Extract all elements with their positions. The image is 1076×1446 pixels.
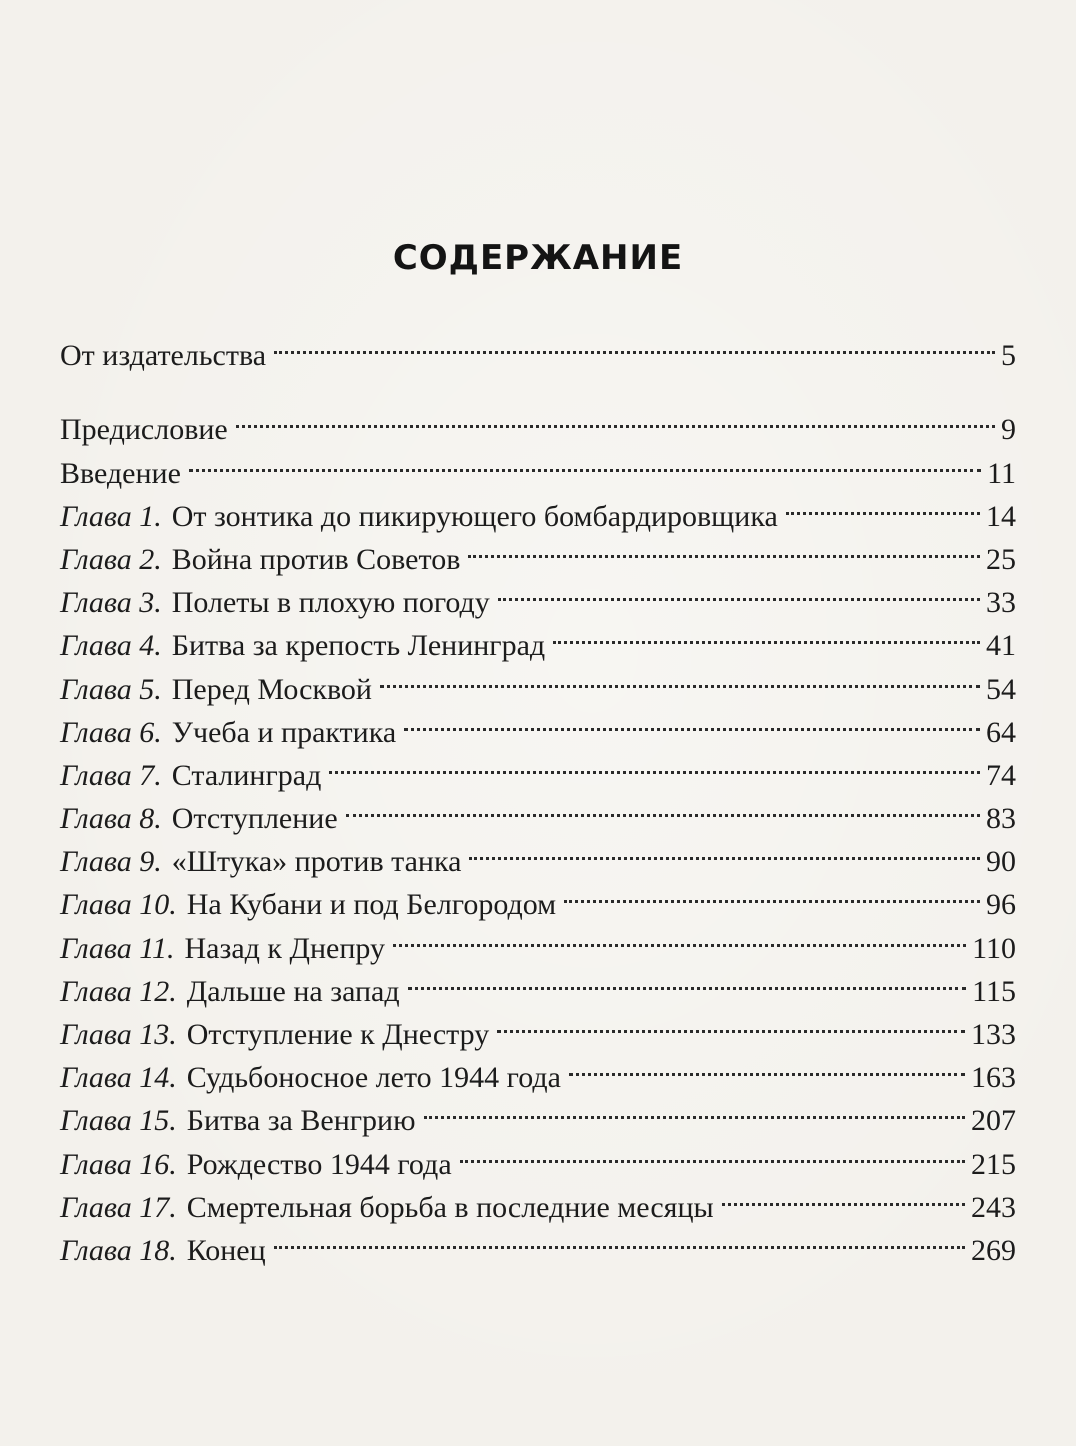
entry-title: Судьбоносное лето 1944 года [186, 1061, 561, 1095]
chapter-label: Глава 1. [60, 499, 162, 533]
dot-leader [189, 439, 981, 482]
entry-title: От зонтика до пикирующего бомбардировщика [171, 499, 778, 533]
entry-title: Назад к Днепру [184, 931, 385, 965]
entry-title: Битва за крепость Ленинград [171, 629, 546, 663]
dot-leader [569, 1044, 965, 1087]
page-number: 74 [986, 758, 1016, 792]
chapter-label: Глава 3. [60, 586, 162, 620]
page-number: 90 [986, 845, 1016, 879]
chapter-label: Глава 13. [60, 1018, 177, 1051]
dot-leader [424, 1087, 965, 1130]
entry-title: Рождество 1944 года [186, 1147, 452, 1181]
page-number: 207 [971, 1104, 1016, 1138]
entry-title: «Штука» против танка [171, 845, 462, 879]
dot-leader [408, 958, 966, 1001]
toc-entry [60, 439, 1016, 490]
entry-title: Перед Москвой [171, 672, 372, 706]
page-number: 243 [971, 1190, 1016, 1224]
page-title: СОДЕРЖАНИЕ [392, 238, 684, 278]
dot-leader [346, 785, 980, 828]
dot-leader [274, 1217, 965, 1260]
page-number: 5 [1001, 339, 1016, 373]
page-number: 14 [986, 499, 1016, 533]
page-number: 25 [986, 542, 1016, 576]
page-number: 41 [986, 629, 1016, 663]
dot-leader [498, 569, 980, 612]
chapter-label: Глава 10. [60, 888, 177, 922]
table-of-contents [60, 322, 1016, 1267]
dot-leader [564, 871, 980, 914]
dot-leader [380, 655, 980, 698]
chapter-label: Глава 14. [60, 1061, 177, 1095]
page-number: 54 [986, 672, 1016, 706]
toc-entry [60, 483, 1016, 533]
page-number: 110 [972, 931, 1016, 965]
chapter-label: Глава 2. [60, 542, 162, 576]
chapter-label: Глава 12. [60, 974, 177, 1008]
chapter-label: Глава 17. [60, 1190, 177, 1224]
chapter-label: Глава 4. [60, 629, 162, 663]
dot-leader [469, 828, 980, 871]
chapter-label: Глава 16. [60, 1147, 177, 1181]
toc-entry [60, 322, 1016, 373]
dot-leader [722, 1174, 965, 1217]
entry-title: Война против Советов [171, 542, 461, 576]
dot-leader [329, 742, 980, 785]
page-number: 11 [987, 456, 1016, 490]
page-number: 96 [986, 888, 1016, 922]
page-number: 269 [971, 1233, 1016, 1267]
chapter-label: Глава 15. [60, 1104, 177, 1138]
dot-leader [553, 612, 980, 655]
dot-leader [404, 699, 980, 742]
page-number: 163 [971, 1061, 1016, 1095]
page-number: 115 [972, 974, 1016, 1008]
page-number: 83 [986, 802, 1016, 836]
chapter-label: Глава 6. [60, 715, 162, 749]
dot-leader [274, 322, 995, 365]
page-number: 215 [971, 1147, 1016, 1181]
dot-leader [497, 1001, 965, 1044]
entry-title: Введение [60, 456, 181, 490]
dot-leader [786, 483, 980, 526]
entry-title: Отступление [171, 802, 338, 836]
entry-title: Битва за Венгрию [186, 1104, 416, 1138]
dot-leader [393, 914, 966, 957]
entry-title: Смертельная борьба в последние месяцы [186, 1190, 714, 1224]
entry-title: Дальше на запад [186, 974, 400, 1008]
chapter-label: Глава 18. [60, 1233, 177, 1267]
dot-leader [468, 526, 980, 569]
page-number: 64 [986, 715, 1016, 749]
entry-title: На Кубани и под Белгородом [186, 888, 557, 922]
entry-title: От издательства [60, 339, 267, 373]
toc-entry [60, 396, 1016, 447]
entry-title: Предисловие [60, 413, 228, 447]
chapter-label: Глава 7. [60, 758, 162, 792]
page-number: 33 [986, 586, 1016, 620]
dot-leader [460, 1130, 965, 1173]
chapter-label: Глава 11. [60, 931, 175, 965]
page-number: 9 [1001, 413, 1016, 447]
entry-title: Конец [186, 1233, 266, 1267]
chapter-label: Глава 8. [60, 802, 162, 836]
entry-title: Сталинград [171, 758, 322, 792]
chapter-label: Глава 5. [60, 672, 162, 706]
entry-title: Учеба и практика [171, 715, 397, 749]
entry-title: Полеты в плохую погоду [171, 586, 490, 620]
entry-title: Отступление к Днестру [186, 1018, 490, 1051]
chapter-label: Глава 9. [60, 845, 162, 879]
dot-leader [236, 396, 995, 439]
page-number: 133 [971, 1018, 1016, 1051]
